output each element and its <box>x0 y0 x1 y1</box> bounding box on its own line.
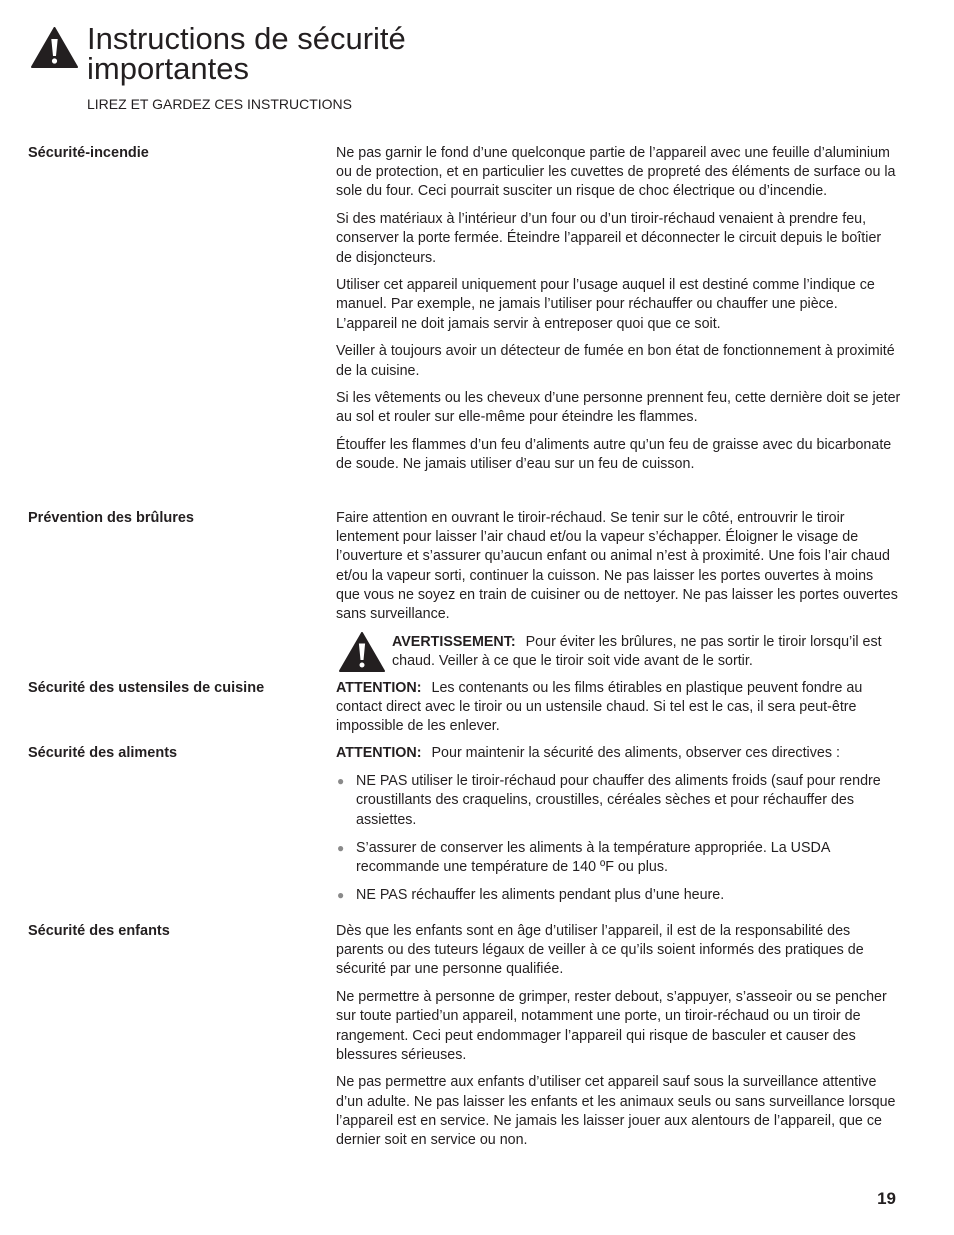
warning-triangle-icon <box>31 27 78 68</box>
warning-triangle-icon <box>339 632 385 672</box>
attention-text: Les contenants ou les films étirables en plastique peuvent fondre au contact direct avec le tiroir ou un ustensile chaud. Si tel est le cas, il sera peut-être impossible de les enlever. <box>336 680 863 735</box>
section-label-burn-prevention: Prévention des brûlures <box>28 510 194 526</box>
page-number: 19 <box>877 1189 896 1208</box>
paragraph: Ne pas permettre aux enfants d’utiliser cet appareil sauf sous la surveillance attentive d’un adulte. Ne pas laisser les enfants et les animaux seuls ou sans surveillance lorsque l’appareil est en service. Ne jamais les laisser jouer aux alentours de l’appareil, que ce dernier soit en service ou non. <box>336 1074 896 1149</box>
section-body-fire-safety <box>336 144 901 483</box>
warning-note <box>392 633 897 671</box>
paragraph: Si des matériaux à l’intérieur d’un four ou d’un tiroir-réchaud venaient à prendre feu, conserver la porte fermée. Éteindre l’appareil et déconnecter le circuit depuis le boîtier de disjoncteurs. <box>336 211 882 266</box>
section-label-child-safety: Sécurité des enfants <box>28 923 170 939</box>
section-body-cookware-safety <box>336 679 901 745</box>
section-body-child-safety <box>336 922 901 1159</box>
section-label-cookware-safety: Sécurité des ustensiles de cuisine <box>28 680 265 696</box>
section-label-food-safety: Sécurité des aliments <box>28 745 178 761</box>
section-body-food-safety <box>336 744 901 914</box>
paragraph: Ne permettre à personne de grimper, rester debout, s’appuyer, s’asseoir ou se pencher sur toute partied’un appareil, notamment une porte, un tiroir-réchaud ou un tiroir de rangement. Ceci peut endommager l’appareil qui risque de basculer et causer des blessures sérieuses. <box>336 989 887 1063</box>
list-item: ● NE PAS réchauffer les aliments pendant plus d’une heure. <box>336 886 901 905</box>
paragraph: Utiliser cet appareil uniquement pour l’usage auquel il est destiné comme l’indique ce manuel. Par exemple, ne jamais l’utiliser pour réchauffer ou chauffer une pièce. L’appareil ne doit jamais servir à entreposer quoi que ce soit. <box>336 277 875 332</box>
title-block <box>87 21 507 112</box>
paragraph: Faire attention en ouvrant le tiroir-réchaud. Se tenir sur le côté, entrouvrir le tiroir lentement pour laisser l’air chaud et/ou la vapeur s’échapper. Éloigner le visage de l’ouverture et s’assurer qu’aucun enfant ou animal n’est à proximité. Une fois l’air chaud et/ou la vapeur sorti, continuer la cuisson. Ne pas laisser les portes ouvertes à moins que vous ne soyez en train de cuisiner ou de nettoyer. Ne pas laisser les portes ouvertes sans surveillance. <box>336 510 898 623</box>
list-item: ● S’assurer de conserver les aliments à la température appropriée. La USDA recommande une température de 140 ºF ou plus. <box>337 839 830 876</box>
section-label-fire-safety: Sécurité-incendie <box>28 145 149 161</box>
warning-lead: AVERTISSEMENT: <box>392 634 516 650</box>
paragraph: Dès que les enfants sont en âge d’utiliser l’appareil, il est de la responsabilité des parents ou des tuteurs légaux de veiller à ce qu’ils soient informés des pratiques de sécurité par une personne qualifiée. <box>336 923 864 978</box>
warning-text: Pour éviter les brûlures, ne pas sortir le tiroir lorsqu’il est chaud. Veiller à ce que le tiroir soit vide avant de le sortir. <box>392 634 882 670</box>
bullet-icon: ● <box>337 774 345 789</box>
bullet-icon: ● <box>337 888 345 903</box>
attention-lead: ATTENTION: <box>336 745 422 761</box>
food-safety-list <box>336 772 901 905</box>
page-title: Instructions de sécurité importantes <box>87 21 406 86</box>
attention-text: Pour maintenir la sécurité des aliments, observer ces directives : <box>431 745 840 761</box>
paragraph: Étouffer les flammes d’un feu d’aliments autre qu’un feu de graisse avec du bicarbonate de soude. Ne jamais utiliser d’eau sur un feu de cuisson. <box>336 437 892 473</box>
page-subtitle: LIREZ ET GARDEZ CES INSTRUCTIONS <box>87 96 352 112</box>
paragraph: Veiller à toujours avoir un détecteur de fumée en bon état de fonctionnement à proximité de la cuisine. <box>336 343 895 379</box>
section-body-burn-prevention <box>336 509 901 633</box>
list-item: ● NE PAS utiliser le tiroir-réchaud pour chauffer des aliments froids (sauf pour rendre croustillants des craquelins, croustilles, céréales sèches et pour réchauffer des assiettes. <box>337 773 881 828</box>
paragraph: Ne pas garnir le fond d’une quelconque partie de l’appareil avec une feuille d’aluminium ou de protection, et en particulier les cuvettes de propreté des éléments de surface ou la sole du four. Ceci pourrait susciter un risque de choc électrique ou d’incendie. <box>336 145 896 200</box>
attention-lead: ATTENTION: <box>336 680 422 696</box>
paragraph: Si les vêtements ou les cheveux d’une personne prennent feu, cette dernière doit se jeter au sol et rouler sur elle-même pour éteindre les flammes. <box>336 390 901 426</box>
bullet-icon: ● <box>337 840 345 855</box>
